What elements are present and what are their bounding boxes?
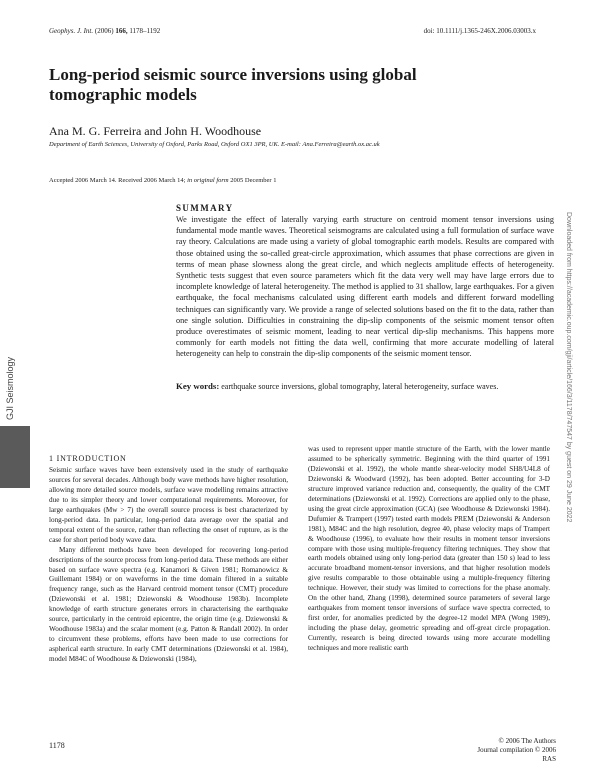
submission-dates bbox=[49, 177, 276, 184]
authors: Ana M. G. Ferreira and John H. Woodhouse bbox=[49, 124, 262, 138]
affiliation: Department of Earth Sciences, University of Oxford, Parks Road, Oxford OX1 3PR, UK. E-mail: Ana.Ferreira@earth.ox.ac.uk bbox=[49, 141, 380, 148]
section-heading-introduction: 1 INTRODUCTION bbox=[49, 454, 127, 463]
journal-pages: 1178–1192 bbox=[129, 27, 161, 35]
paper-title: Long-period seismic source inversions using global tomographic models bbox=[49, 65, 417, 104]
keywords-label: Key words: bbox=[176, 381, 220, 391]
original-form-label: in original form bbox=[187, 177, 229, 184]
paragraph: Seismic surface waves have been extensively used in the study of earthquake sources for several decades. Although body wave methods have higher resolution, allowing more detailed source models, surface wave modelling remains attractive due to its simpler theory and lower computational requirements. Moreover, for large earthquakes (Mw > 7) the overall source process is best characterized by long-period data. In particular, long-period data average over the spatial and temporal extent of the source, rather than reflecting the onset of rupture, as is the case for short period body wave data. bbox=[49, 466, 288, 544]
section-tab-bar bbox=[0, 426, 30, 488]
paragraph: was used to represent upper mantle structure of the Earth, with the lower mantle assumed to be spherically symmetric. Beginning with the third quarter of 1991 (Dziewonski et al. 1992), the whole mantle shear-velocity model SH8/U4L8 of Dziewonski & Woodward (1992), has been adopted. Better accounting for 3-D structure improved variance reduction and, consequently, the quality of the CMT determinations (Dziewonski et al. 1992). Corrections are applied only to the phase, using the great circle approximation (GCA) (see Woodhouse & Dziewonski 1984). Dufumier & Trampert (1997) tested earth models PREM (Dziewonski & Anderson 1981), M84C and the high resolution, degree 40, phase velocity maps of Trampert & Woodhouse (1996), to evaluate how their results in moment tensor inversions compare with those using multiple-frequency filtering techniques. They show that earth models obtained using only long-period data (greater than 150 s) lead to less accurate broadband moment-tensor inversions, and that higher resolution models give results comparable to those obtainable using a multiple-frequency filtering technique. However, their study was limited to corrections for the phase anomaly. On the other hand, Zhang (1998), determined source parameters of several large earthquakes from moment tensor inversions of surface wave spectra corrected, to first order, for anomalies predicted by the degree-12 model MPA (Wong 1989), including the phase delay, geometric spreading and off-great circle propagation. Currently, research is being directed towards using more accurate modelling techniques and more realistic earth bbox=[308, 445, 550, 653]
running-header-left bbox=[49, 27, 160, 35]
keywords-text: earthquake source inversions, global tomography, lateral heterogeneity, surface waves. bbox=[221, 382, 499, 391]
section-tab bbox=[0, 330, 30, 490]
body-column-left bbox=[49, 466, 288, 665]
original-date: 2005 December 1 bbox=[230, 177, 277, 184]
page-number: 1178 bbox=[49, 741, 65, 750]
paragraph: Many different methods have been developed for recovering long-period descriptions of the source process from long-period data. These methods are either based on surface wave spectra (e.g. Kanamori & Given 1981; Romanowicz & Guillemant 1984) or on waveforms in the time domain filtered in a suitable frequency range, such as the Harvard centroid moment tensor (CMT) procedure (Dziewonski et al. 1981; Dziewonski & Woodhouse 1983b). Incomplete knowledge of earth structure generates errors in characterising the earthquake source, particularly in the centroid epicentre, the origin time (e.g. Dziewonski & Woodhouse 1983a) and the scalar moment (e.g. Patton & Randall 2002). In order to circumvent these problems, efforts have been made to use corrections for aspherical earth structure. In early CMT determinations (Dziewonski et al. 1984), model M84C of Woodhouse & Dziewonski (1984), bbox=[49, 545, 288, 664]
summary-text: We investigate the effect of laterally varying earth structure on centroid moment tensor inversions using fundamental mode mantle waves. Theoretical seismograms are calculated using a full formulation of surface wave ray theory. Calculations are made using a variety of global tomographic earth models. Results are compared with those obtained using the so-called great-circle approximation, which assumes that phase corrections are given in terms of mean phase slowness along the great circle, and which neglects amplitude effects of heterogeneity. Synthetic tests suggest that even source parameters which fit the data very well may have large errors due to incomplete knowledge of lateral heterogeneity. The method is applied to 31 shallow, large earthquakes. For a given earthquake, the focal mechanisms calculated using different earth models and different forward modelling techniques can significantly vary. We provide a range of selected solutions based on the fit to the data, rather than one single solution. Difficulties in constraining the dip-slip components of the seismic moment tensor often produce overestimates of seismic moment, leading to near vertical dip-slip mechanisms. This happens more commonly for earth models not fitting the data well, confirming that more accurate modelling of lateral heterogeneity can help to constrain the dip-slip components of the seismic moment tensor. bbox=[176, 215, 554, 359]
accepted-received: Accepted 2006 March 14. Received 2006 March 14; bbox=[49, 177, 186, 184]
journal-name: Geophys. J. Int. bbox=[49, 27, 94, 35]
section-tab-label: GJI Seismology bbox=[5, 356, 15, 420]
journal-year: (2006) bbox=[94, 27, 114, 35]
body-column-right bbox=[308, 445, 550, 654]
copyright-block bbox=[470, 737, 556, 764]
copyright-line: © 2006 The Authors bbox=[498, 737, 556, 745]
doi[interactable]: doi: 10.1111/j.1365-246X.2006.03003.x bbox=[423, 27, 536, 35]
journal-volume: 166, bbox=[115, 27, 128, 35]
summary-heading: SUMMARY bbox=[176, 203, 234, 213]
compilation-line: Journal compilation © 2006 RAS bbox=[477, 746, 556, 763]
keywords bbox=[176, 381, 554, 392]
download-watermark: Downloaded from https://academic.oup.com/gji/article/166/3/1178/747547 by guest on 29 June 2022 bbox=[565, 212, 572, 523]
